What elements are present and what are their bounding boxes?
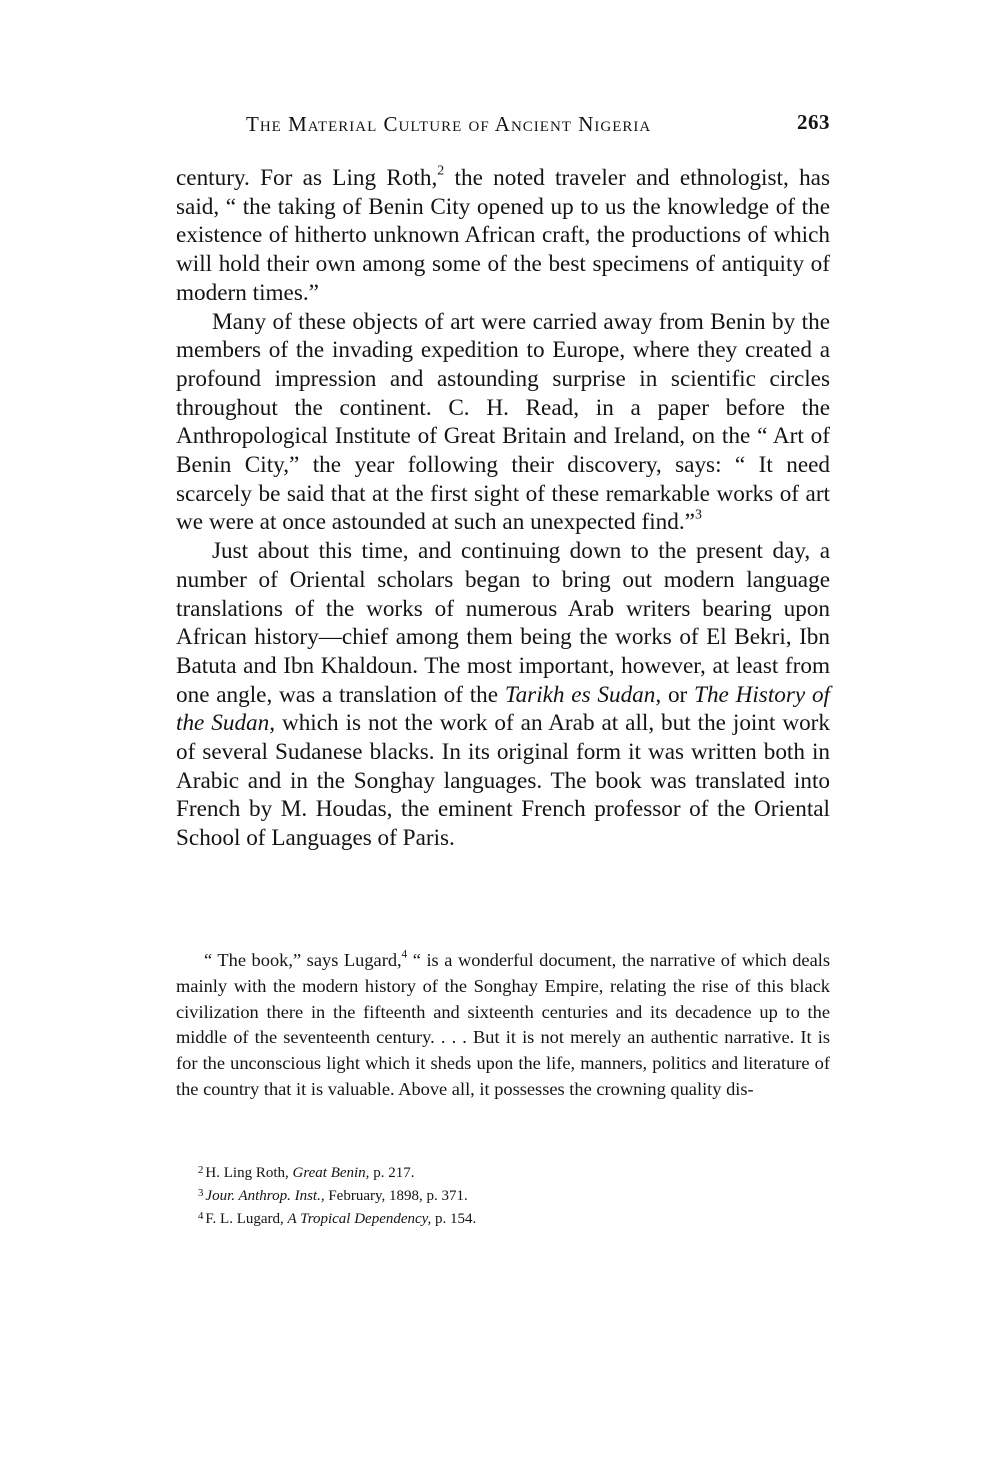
footnote-ref-2: 2 (437, 163, 445, 179)
paragraph-3-text-c: which is not the work of an Arab at all, but the joint work of several Sudanese blacks. In its original form it was written both in Arabic and in the Songhay languages. The book was translated into French by M. Houdas, the eminent French professor of the Oriental School of Languages of Paris. (176, 710, 830, 852)
paragraph-2-text: Many of these objects of art were carried away from Benin by the members of the invading expedition to Europe, where they created a profound impression and astounding surprise in scientific circles throughout the continent. C. H. Read, in a paper before the Anthropological Institute of Great Britain and Ireland, on the “ Art of Benin City,” the year following their discovery, says: “ It need scarcely be said that at the first sight of these remarkable works of art we were at once astounded at such an unexpected find.” (176, 308, 830, 536)
main-text (176, 164, 830, 853)
footnote-4: $^4$ F. L. Lugard, A Tropical Dependency, p. 154. (198, 1210, 477, 1227)
quote-text-a: “ The book,” says Lugard, (204, 950, 402, 970)
paragraph-1 (176, 164, 830, 308)
page-number: 263 (797, 110, 830, 134)
running-title: The Material Culture of Ancient Nigeria (246, 112, 652, 136)
title-tarikh: Tarikh es Sudan, (504, 681, 662, 708)
paragraph-3-text-b: or (661, 681, 695, 708)
block-quote (176, 948, 830, 1103)
paragraph-3 (176, 537, 830, 853)
paragraph-1-text-a: century. For as Ling Roth, (176, 165, 438, 191)
title-history-of-sudan: The History of the Sudan, (176, 681, 830, 737)
paragraph-1-text-b: the noted traveler and ethnologist, has said, “ the taking of Benin City opened up to us the knowledge of the existence of hitherto unknown African craft, the productions of which will hold their own among some of the best specimens of antiquity of modern times.” (176, 165, 830, 306)
quote-text-b: “ is a wonderful document, the narrative of which deals mainly with the modern history of the Songhay Empire, relating the rise of this black civilization there in the fifteenth and sixteenth centuries and its decadence up to the middle of the seventeenth century. . . . But it is not merely an authentic narrative. It is for the unconscious light which it sheds upon the life, manners, politics and literature of the country that it is valuable. Above all, it possesses the crowning quality dis- (176, 950, 830, 1099)
paragraph-2 (176, 308, 830, 538)
page-header (176, 112, 830, 144)
footnotes (198, 1162, 838, 1231)
footnote-2: $^2$ H. Ling Roth, Great Benin, p. 217. (198, 1164, 415, 1181)
footnote-ref-3: 3 (694, 508, 702, 523)
footnote-ref-4: 4 (401, 948, 408, 961)
footnote-3: $^3$ Jour. Anthrop. Inst., February, 1898, p. 371. (198, 1187, 468, 1204)
paragraph-3-text-a: Just about this time, and continuing down to the present day, a number of Oriental scholars began to bring out modern language translations of the works of numerous Arab writers bearing upon African history—chief among them being the works of El Bekri, Ibn Batuta and Ibn Khaldoun. The most important, however, at least from one angle, was a translation of the (176, 538, 830, 708)
